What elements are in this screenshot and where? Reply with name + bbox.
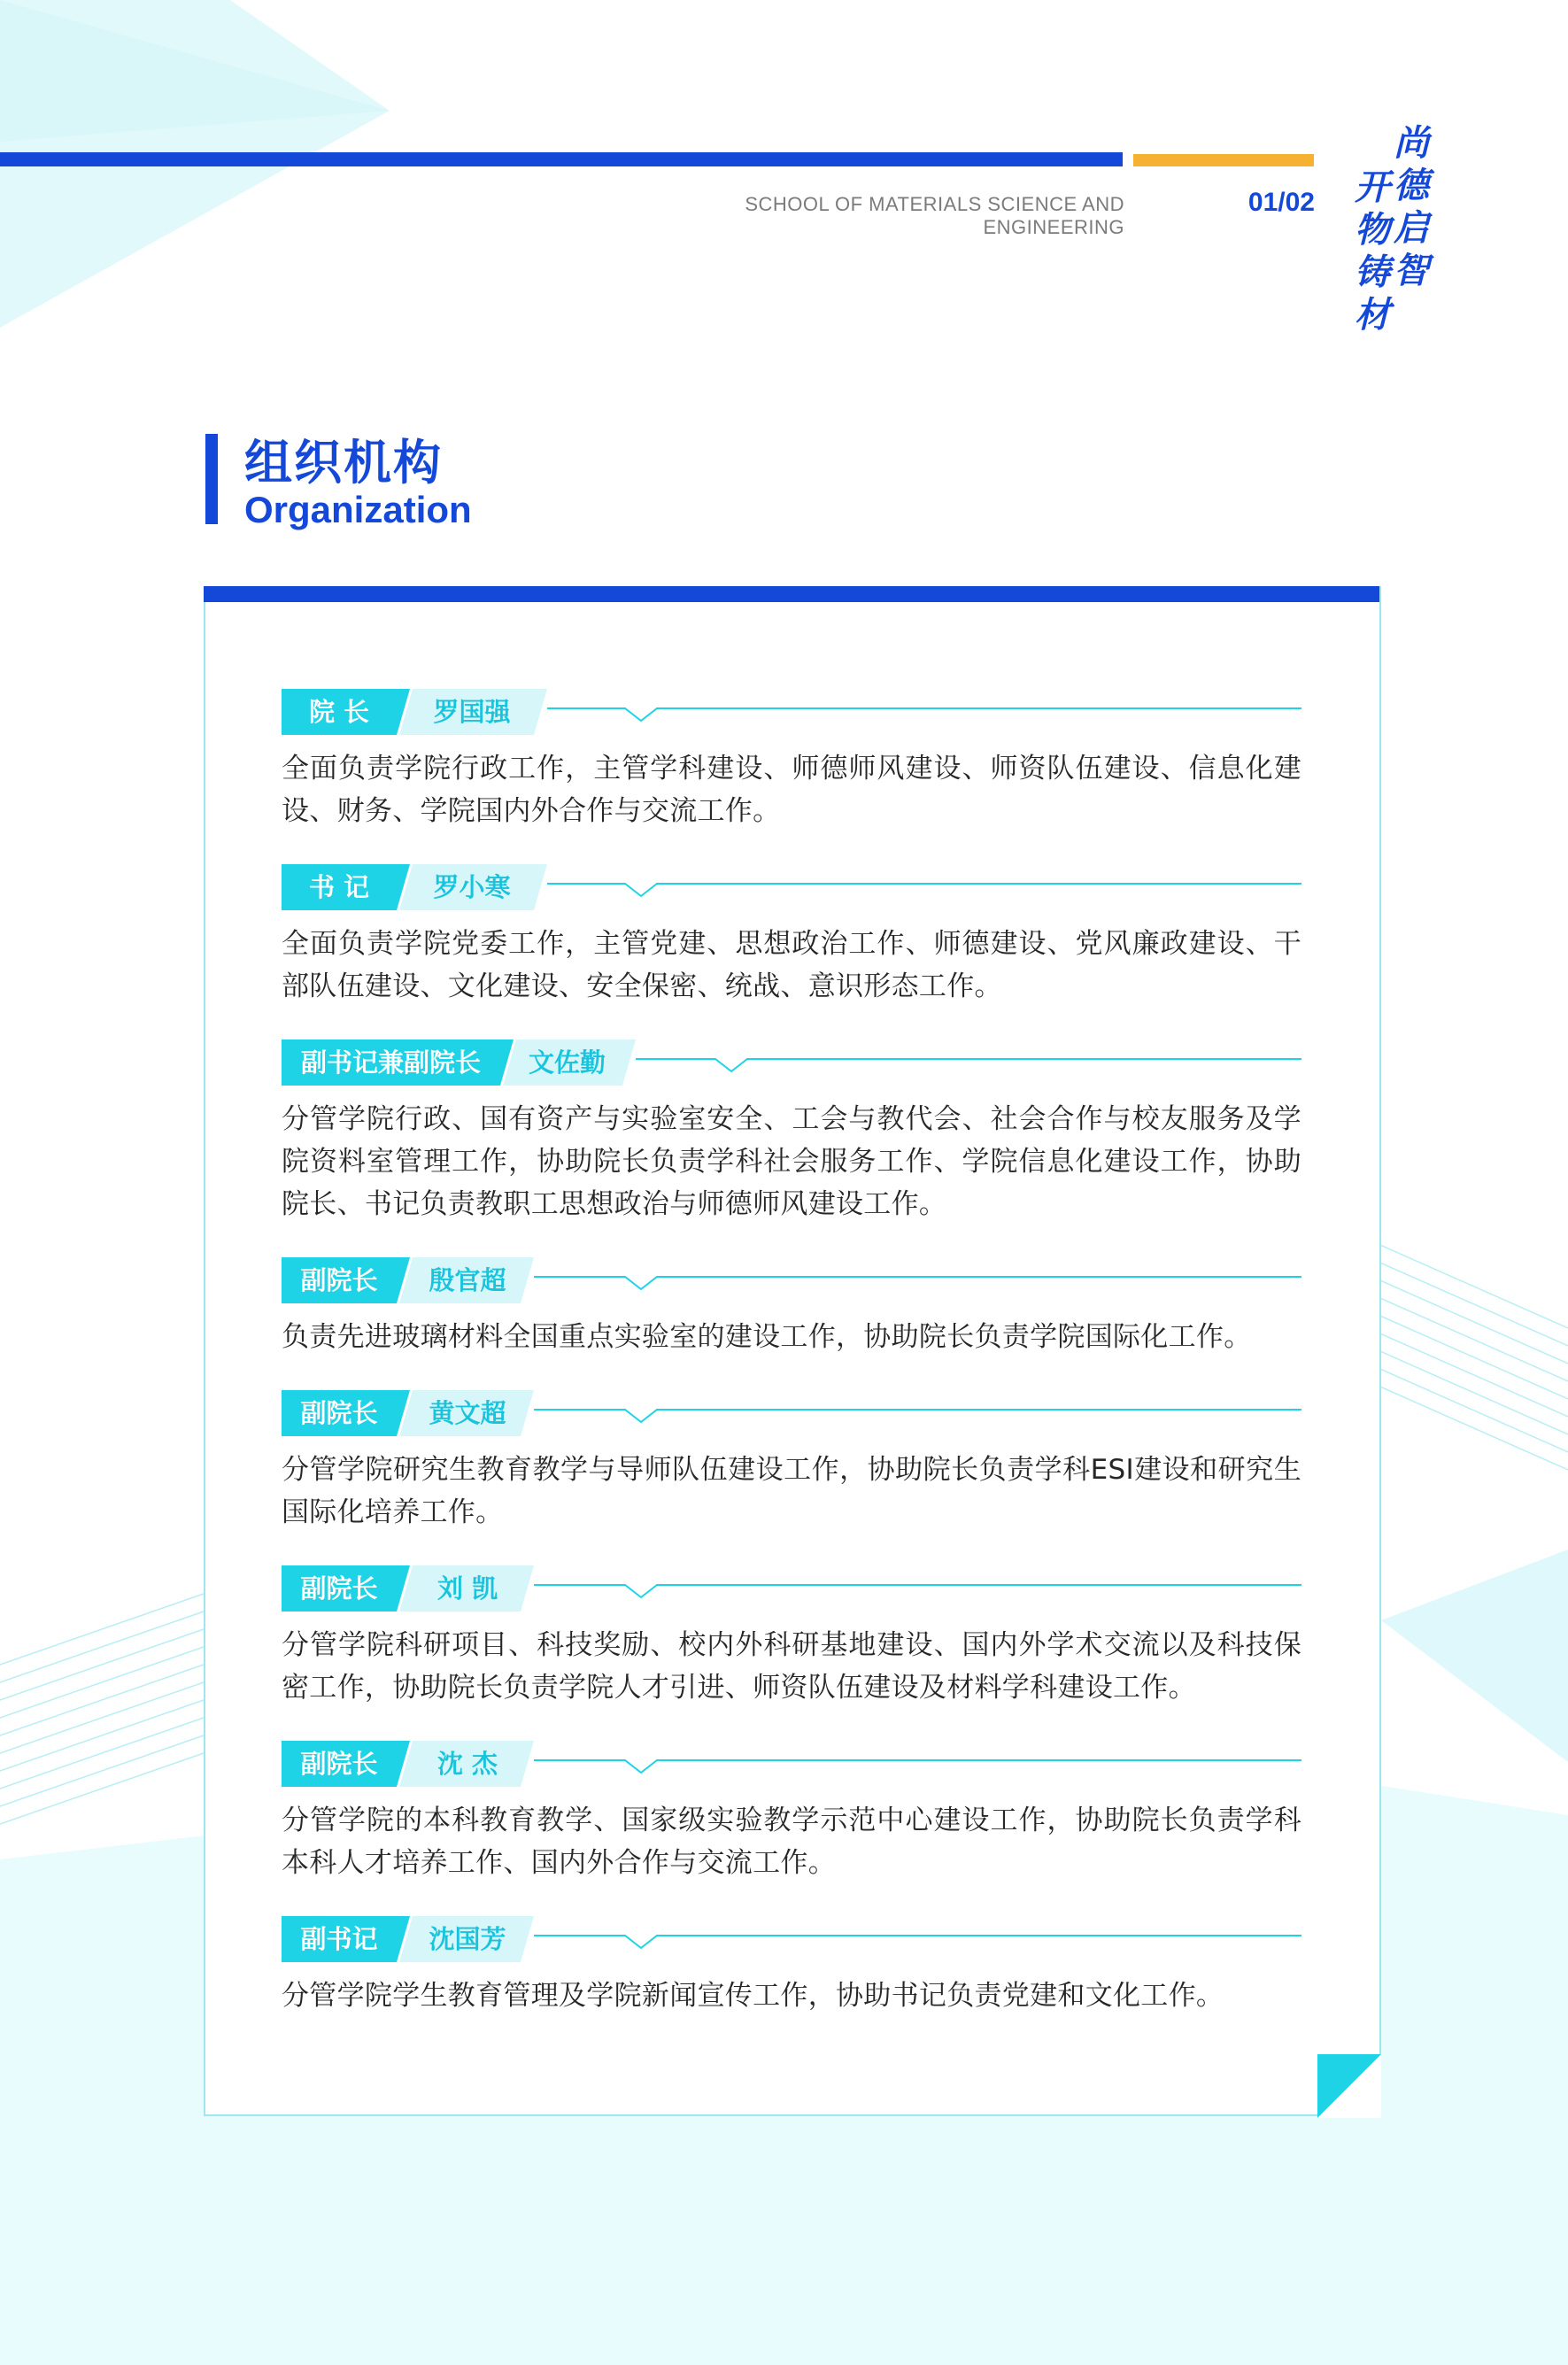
entry-tag: [282, 689, 1302, 735]
motto-char: 铸: [1355, 251, 1390, 293]
person-name: 罗国强: [433, 697, 511, 727]
section-title-en: Organization: [244, 489, 472, 530]
role-description: 负责先进玻璃材料全国重点实验室的建设工作，协助院长负责学院国际化工作。: [282, 1321, 1252, 1353]
entry-tag: [282, 1257, 1302, 1303]
page-number: 01/02: [1247, 188, 1315, 217]
entry-vice-dean-2: [282, 1390, 1302, 1534]
motto-char: 物: [1355, 209, 1390, 251]
entry-tag: [282, 1040, 1302, 1086]
person-name: 沈国芳: [429, 1924, 506, 1954]
motto-char: 材: [1355, 294, 1390, 336]
header-blue-bar: [0, 152, 1123, 166]
entry-dean: [282, 689, 1302, 832]
motto-char: 启: [1394, 207, 1429, 249]
entry-tag: [282, 1916, 1302, 1962]
person-name: 刘 凯: [436, 1573, 498, 1604]
motto-char: 尚: [1394, 122, 1429, 164]
role-description: 全面负责学院党委工作，主管党建、思想政治工作、师德建设、党风廉政建设、干部队伍建设、文化建设、安全保密、统战、意识形态工作。: [282, 928, 1302, 1002]
role-label: 副院长: [300, 1573, 378, 1604]
role-description: 分管学院行政、国有资产与实验室安全、工会与教代会、社会合作与校友服务及学院资料室管理工作，协助院长负责学科社会服务工作、学院信息化建设工作，协助院长、书记负责教职工思想政治与师德师风建设工作。: [282, 1103, 1302, 1220]
role-label: 副院长: [300, 1749, 378, 1779]
role-description: 分管学院学生教育管理及学院新闻宣传工作，协助书记负责党建和文化工作。: [282, 1980, 1224, 2012]
panel-corner-fold: [1317, 2054, 1381, 2118]
entry-vice-dean-1: [282, 1257, 1302, 1358]
entry-tag: [282, 1741, 1302, 1787]
section-title-cn: 组织机构: [244, 435, 443, 491]
entry-vice-dean-4: [282, 1741, 1302, 1884]
entry-tag: [282, 864, 1302, 910]
role-label: 书 记: [308, 872, 370, 902]
role-description: 分管学院研究生教育教学与导师队伍建设工作，协助院长负责学科ESI建设和研究生国际化培养工作。: [282, 1454, 1302, 1528]
role-label: 副院长: [300, 1265, 378, 1295]
person-name: 黄文超: [429, 1398, 506, 1428]
entry-tag: [282, 1390, 1302, 1436]
entry-deputy-secretary: [282, 1916, 1302, 2017]
role-description: 全面负责学院行政工作，主管学科建设、师德师风建设、师资队伍建设、信息化建设、财务、学院国内外合作与交流工作。: [282, 753, 1302, 827]
role-label: 副书记兼副院长: [300, 1047, 481, 1078]
role-description: 分管学院科研项目、科技奖励、校内外科研基地建设、国内外学术交流以及科技保密工作，协助院长负责学院人才引进、师资队伍建设及材料学科建设工作。: [282, 1629, 1302, 1704]
person-name: 文佐勤: [528, 1047, 606, 1078]
header-orange-bar: [1133, 154, 1314, 166]
person-name: 罗小寒: [433, 872, 511, 902]
role-label: 副书记: [300, 1924, 378, 1954]
entry-secretary: [282, 864, 1302, 1008]
entry-tag: [282, 1565, 1302, 1611]
motto-char: 德: [1394, 165, 1429, 206]
role-description: 分管学院的本科教育教学、国家级实验教学示范中心建设工作，协助院长负责学科本科人才培养工作、国内外合作与交流工作。: [282, 1805, 1302, 1879]
role-label: 副院长: [300, 1398, 378, 1428]
motto-char: 开: [1355, 166, 1390, 208]
entry-vice-dean-3: [282, 1565, 1302, 1709]
person-name: 殷官超: [429, 1265, 506, 1295]
motto-calligraphy: [1353, 122, 1441, 336]
school-name: SCHOOL OF MATERIALS SCIENCE AND ENGINEERING: [745, 193, 1124, 238]
motto-char: 智: [1394, 250, 1429, 291]
entry-deputy-secretary-vice-dean: [282, 1040, 1302, 1225]
person-name: 沈 杰: [436, 1749, 498, 1779]
section-title-accent: [205, 434, 218, 524]
role-label: 院 长: [308, 697, 370, 727]
panel-top-bar: [204, 586, 1379, 602]
